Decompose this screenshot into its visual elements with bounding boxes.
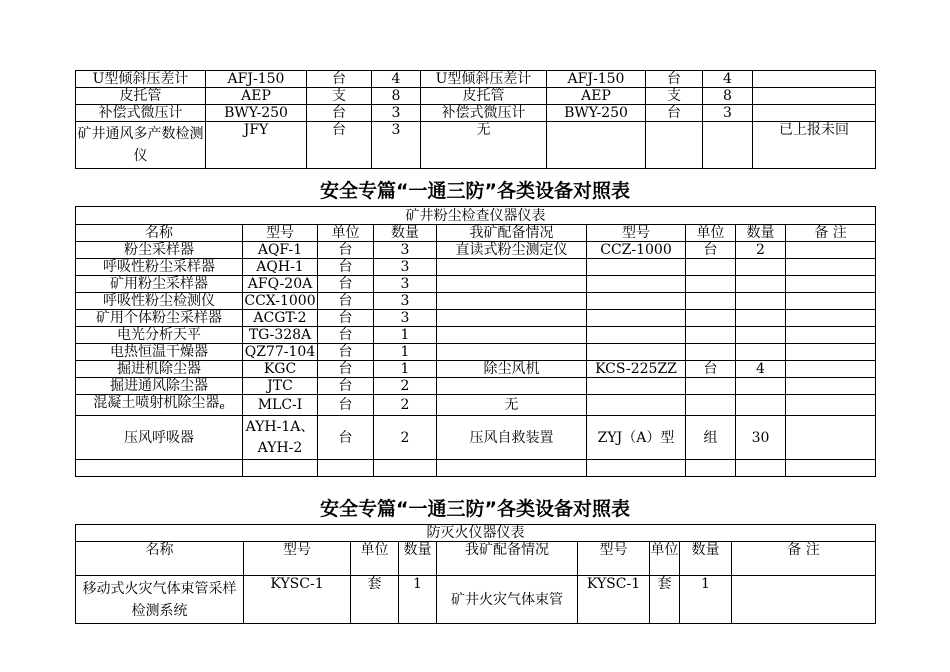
cell: 压风呼吸器 xyxy=(76,416,243,460)
cell: 1 xyxy=(374,327,437,344)
cell: 补偿式微压计 xyxy=(421,105,547,122)
cell xyxy=(736,395,786,416)
cell xyxy=(753,105,876,122)
cell: 掘进机除尘器 xyxy=(76,361,243,378)
cell xyxy=(587,310,686,327)
column-header: 数量 xyxy=(399,542,437,576)
cell: KCS-225ZZ xyxy=(587,361,686,378)
cell: 1 xyxy=(399,576,437,624)
cell xyxy=(786,395,876,416)
dust-instrument-table xyxy=(75,206,876,477)
column-header: 单位 xyxy=(650,542,680,576)
cell xyxy=(786,327,876,344)
column-header: 型号 xyxy=(244,542,351,576)
cell: 台 xyxy=(646,71,703,88)
table-row xyxy=(76,327,876,344)
cell: 4 xyxy=(736,361,786,378)
column-header: 我矿配备情况 xyxy=(437,542,578,576)
cell: 2 xyxy=(374,378,437,395)
table-row xyxy=(76,344,876,361)
cell: 台 xyxy=(686,242,736,259)
table-row xyxy=(76,122,876,169)
cell: 无 xyxy=(421,122,547,169)
cell xyxy=(786,344,876,361)
cell xyxy=(587,395,686,416)
subscript: e xyxy=(219,402,225,412)
cell: 1 xyxy=(680,576,732,624)
table-row xyxy=(76,361,876,378)
cell: 粉尘采样器 xyxy=(76,242,243,259)
table-header-row xyxy=(76,225,876,242)
cell: AQF-1 xyxy=(243,242,318,259)
cell: 台 xyxy=(318,395,374,416)
cell xyxy=(736,327,786,344)
cell: 台 xyxy=(307,71,372,88)
cell xyxy=(437,327,587,344)
cell: KYSC-1 xyxy=(244,576,351,624)
cell xyxy=(587,327,686,344)
cell xyxy=(736,293,786,310)
cell xyxy=(686,344,736,361)
cell: 台 xyxy=(318,293,374,310)
cell: AEP xyxy=(206,88,307,105)
cell xyxy=(703,122,753,169)
cell: 3 xyxy=(374,242,437,259)
cell: CCZ-1000 xyxy=(587,242,686,259)
cell: 压风自救装置 xyxy=(437,416,587,460)
cell xyxy=(437,378,587,395)
cell xyxy=(437,310,587,327)
cell: 台 xyxy=(307,105,372,122)
cell: 台 xyxy=(318,416,374,460)
cell: 电热恒温干燥器 xyxy=(76,344,243,361)
cell: U型倾斜压差计 xyxy=(421,71,547,88)
cell: 台 xyxy=(318,242,374,259)
cell xyxy=(686,293,736,310)
cell xyxy=(686,460,736,477)
cell: 支 xyxy=(646,88,703,105)
cell: QZ77-104 xyxy=(243,344,318,361)
cell xyxy=(736,276,786,293)
cell xyxy=(753,71,876,88)
column-header: 备 注 xyxy=(732,542,876,576)
cell: 套 xyxy=(650,576,680,624)
cell: 3 xyxy=(374,259,437,276)
cell: 呼吸性粉尘采样器 xyxy=(76,259,243,276)
cell: AEP xyxy=(547,88,646,105)
cell: 台 xyxy=(318,361,374,378)
cell: 2 xyxy=(374,416,437,460)
cell: 电光分析天平 xyxy=(76,327,243,344)
cell: 移动式火灾气体束管采样检测系统 xyxy=(76,576,244,624)
cell: AYH-1A、AYH-2 xyxy=(243,416,318,460)
cell: 台 xyxy=(307,122,372,169)
cell xyxy=(786,276,876,293)
cell xyxy=(786,416,876,460)
cell xyxy=(646,122,703,169)
cell xyxy=(587,276,686,293)
cell xyxy=(786,361,876,378)
cell: 矿井通风多产数检测仪 xyxy=(76,122,206,169)
cell: 3 xyxy=(372,122,421,169)
cell: 矿用个体粉尘采样器 xyxy=(76,310,243,327)
table-caption: 防灭火仪器仪表 xyxy=(76,525,876,542)
cell: ACGT-2 xyxy=(243,310,318,327)
cell: 台 xyxy=(318,310,374,327)
cell xyxy=(686,327,736,344)
column-header: 备 注 xyxy=(786,225,876,242)
cell xyxy=(437,293,587,310)
cell: JTC xyxy=(243,378,318,395)
cell xyxy=(587,344,686,361)
cell xyxy=(686,276,736,293)
cell: ZYJ（A）型 xyxy=(587,416,686,460)
cell: 掘进通风除尘器 xyxy=(76,378,243,395)
cell: 支 xyxy=(307,88,372,105)
cell xyxy=(736,310,786,327)
cell: CCX-1000 xyxy=(244,293,316,309)
cell: 台 xyxy=(646,105,703,122)
cell xyxy=(587,259,686,276)
cell: AFQ-20A xyxy=(243,276,318,293)
cell: 皮托管 xyxy=(76,88,206,105)
section-title: 安全专篇“一通三防”各类设备对照表 xyxy=(320,180,630,202)
cell: 台 xyxy=(318,344,374,361)
column-header: 我矿配备情况 xyxy=(437,225,587,242)
column-header: 单位 xyxy=(318,225,374,242)
cell xyxy=(437,259,587,276)
table-row xyxy=(76,259,876,276)
cell xyxy=(732,576,876,624)
cell: TG-328A xyxy=(243,327,318,344)
cell xyxy=(587,460,686,477)
cell: 3 xyxy=(703,105,753,122)
cell: 2 xyxy=(736,242,786,259)
table-row xyxy=(76,310,876,327)
cell xyxy=(736,259,786,276)
table-row xyxy=(76,242,876,259)
cell xyxy=(76,395,243,416)
table-row xyxy=(76,293,876,310)
column-header: 名称 xyxy=(76,542,244,576)
cell xyxy=(437,344,587,361)
cell xyxy=(437,276,587,293)
cell: 台 xyxy=(318,259,374,276)
column-header: 数量 xyxy=(374,225,437,242)
cell: 补偿式微压计 xyxy=(76,105,206,122)
table-row xyxy=(76,71,876,88)
column-header: 型号 xyxy=(587,225,686,242)
cell: 3 xyxy=(374,276,437,293)
cell: MLC-I xyxy=(243,395,318,416)
cell: 台 xyxy=(318,276,374,293)
cell-text: 混凝土喷射机除尘器 xyxy=(93,395,220,411)
column-header: 型号 xyxy=(243,225,318,242)
cell: KGC xyxy=(243,361,318,378)
cell xyxy=(686,259,736,276)
table-row xyxy=(76,416,876,460)
cell: BWY-250 xyxy=(206,105,307,122)
cell xyxy=(437,460,587,477)
cell xyxy=(374,460,437,477)
cell xyxy=(753,88,876,105)
cell: 除尘风机 xyxy=(437,361,587,378)
cell: 呼吸性粉尘检测仪 xyxy=(76,293,243,310)
cell xyxy=(786,259,876,276)
cell: 1 xyxy=(374,344,437,361)
table-row xyxy=(76,576,876,624)
cell: 已上报未回 xyxy=(753,122,876,169)
cell: 无 xyxy=(437,395,587,416)
cell xyxy=(736,378,786,395)
cell xyxy=(786,310,876,327)
cell xyxy=(786,460,876,477)
column-header: 名称 xyxy=(76,225,243,242)
table-row xyxy=(76,105,876,122)
cell xyxy=(318,460,374,477)
cell: 套 xyxy=(351,576,399,624)
cell: 台 xyxy=(318,327,374,344)
table-header-row xyxy=(76,542,876,576)
column-header: 数量 xyxy=(736,225,786,242)
cell: 矿用粉尘采样器 xyxy=(76,276,243,293)
cell: 矿井火灾气体束管 xyxy=(437,576,578,624)
cell: 4 xyxy=(703,71,753,88)
cell: 8 xyxy=(372,88,421,105)
table-row xyxy=(76,525,876,542)
column-header: 单位 xyxy=(686,225,736,242)
cell: 组 xyxy=(686,416,736,460)
cell: 3 xyxy=(372,105,421,122)
cell xyxy=(686,310,736,327)
cell xyxy=(587,378,686,395)
cell: 台 xyxy=(318,378,374,395)
cell xyxy=(587,293,686,310)
cell xyxy=(736,344,786,361)
column-header: 单位 xyxy=(351,542,399,576)
cell xyxy=(736,460,786,477)
cell xyxy=(786,242,876,259)
cell: U型倾斜压差计 xyxy=(76,71,206,88)
cell: 直读式粉尘测定仪 xyxy=(437,242,587,259)
table-row xyxy=(76,460,876,477)
cell xyxy=(243,460,318,477)
cell: 2 xyxy=(374,395,437,416)
table-row xyxy=(76,88,876,105)
cell: AFJ-150 xyxy=(206,71,307,88)
cell: 台 xyxy=(686,361,736,378)
cell: 皮托管 xyxy=(421,88,547,105)
cell: 4 xyxy=(372,71,421,88)
table-row xyxy=(76,378,876,395)
cell: 3 xyxy=(374,310,437,327)
cell: 1 xyxy=(374,361,437,378)
cell: AQH-1 xyxy=(243,259,318,276)
cell xyxy=(76,460,243,477)
cell: 8 xyxy=(703,88,753,105)
section-title: 安全专篇“一通三防”各类设备对照表 xyxy=(320,498,630,520)
table-caption: 矿井粉尘检查仪器仪表 xyxy=(76,207,876,225)
cell xyxy=(686,378,736,395)
top-equipment-table xyxy=(75,70,876,169)
cell: 30 xyxy=(736,416,786,460)
table-row xyxy=(76,276,876,293)
cell xyxy=(686,395,736,416)
fire-instrument-table xyxy=(75,524,876,624)
cell xyxy=(547,122,646,169)
column-header: 数量 xyxy=(680,542,732,576)
table-row xyxy=(76,207,876,225)
table-row xyxy=(76,395,876,416)
cell: BWY-250 xyxy=(547,105,646,122)
cell: KYSC-1 xyxy=(578,576,650,624)
cell xyxy=(786,293,876,310)
cell: JFY xyxy=(206,122,307,169)
cell xyxy=(786,378,876,395)
cell: 3 xyxy=(374,293,437,310)
column-header: 型号 xyxy=(578,542,650,576)
cell: AFJ-150 xyxy=(547,71,646,88)
